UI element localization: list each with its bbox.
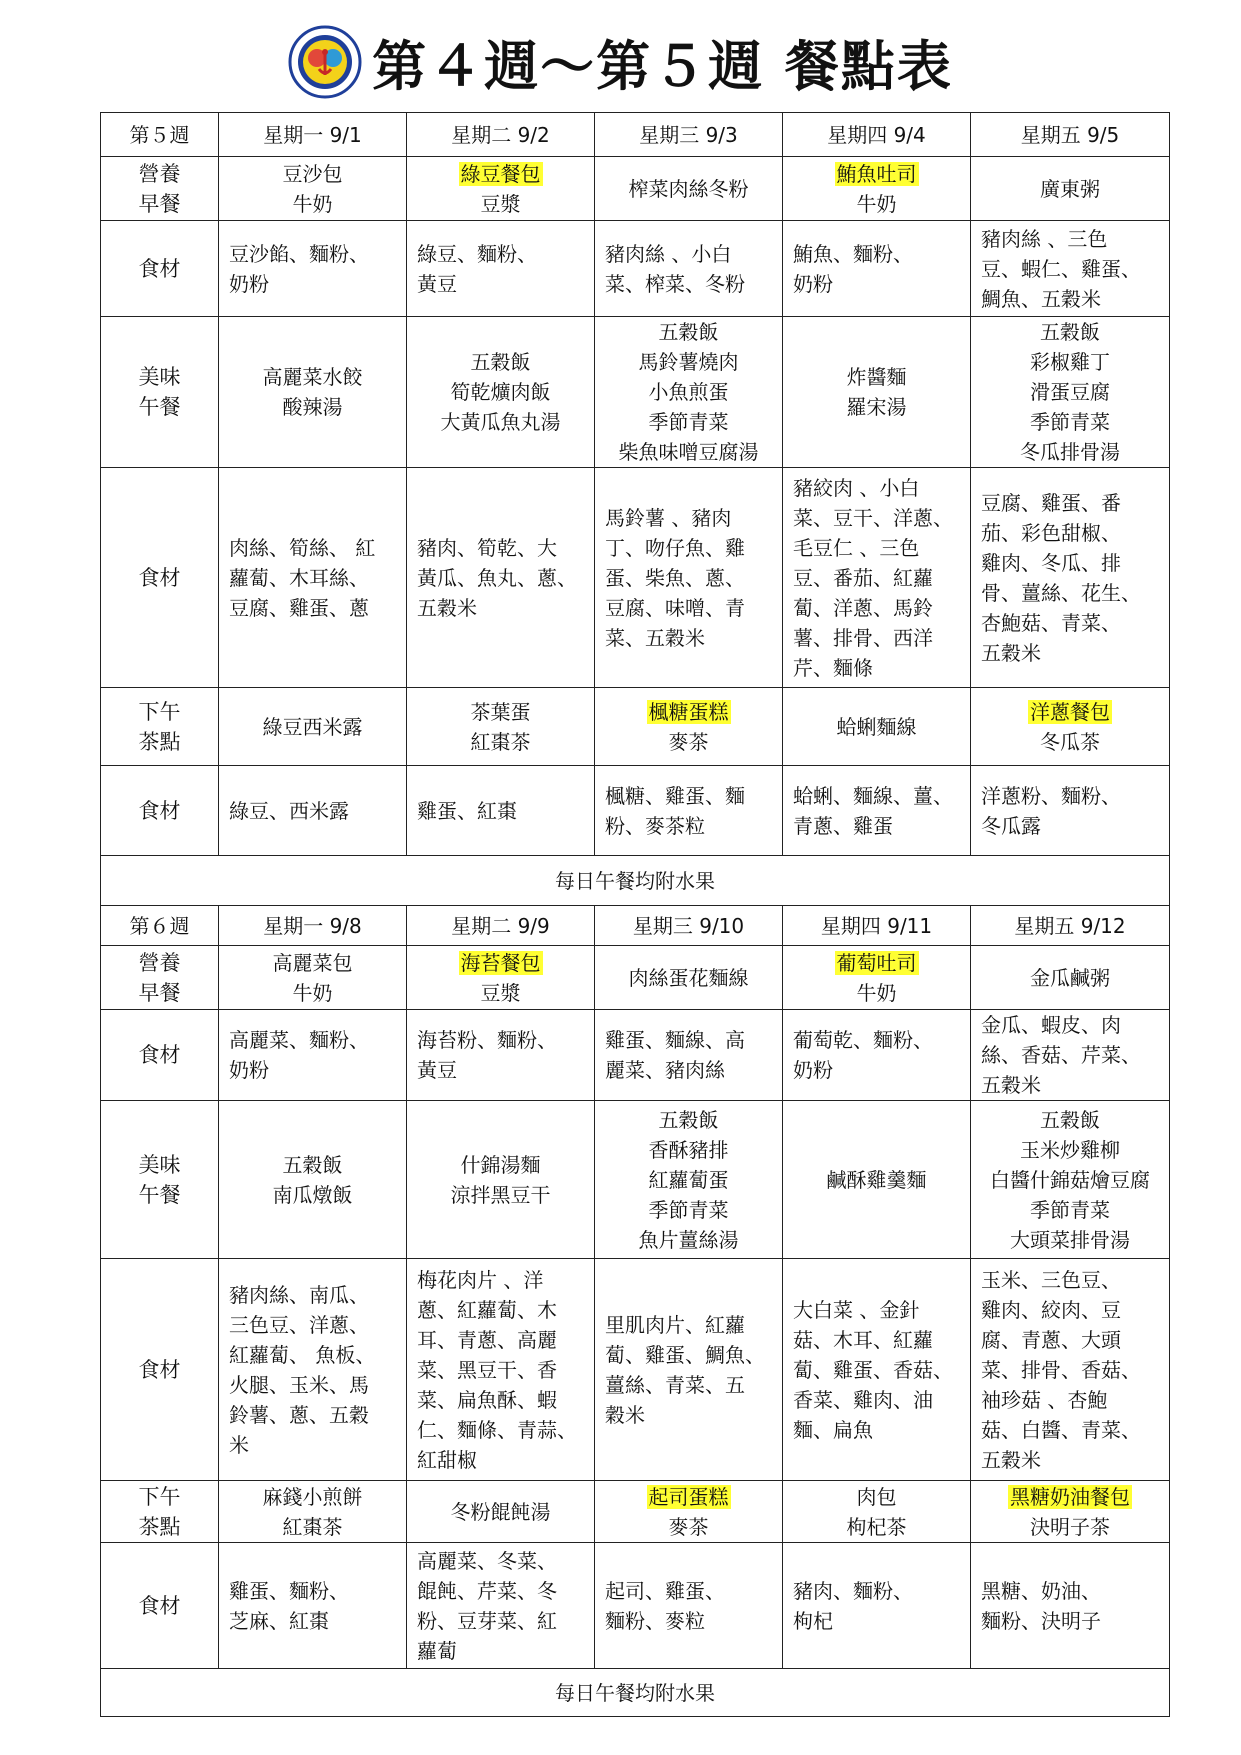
ingredient-line: 豬肉絲 、三色: [981, 226, 1108, 251]
row-label-line: 下午: [138, 1484, 181, 1509]
dish-item: 麻錢小煎餅: [262, 1484, 363, 1509]
ingredient-line: 綠豆、麵粉、: [417, 241, 537, 266]
ingredient-line: 豬肉絲、南瓜、: [229, 1282, 369, 1307]
page-header: [0, 18, 1241, 106]
snack-label: [101, 1481, 219, 1543]
ingredient-line: 馬鈴薯 、豬肉: [605, 505, 732, 530]
ingredient-line: 奶粉: [793, 1058, 833, 1082]
row-label-line: 食材: [138, 565, 181, 590]
dish-item: [599, 1482, 778, 1512]
ingredient-line: 五穀米: [417, 595, 477, 620]
ingredient-line: 綠豆、西米露: [229, 798, 349, 823]
dish-item: 季節青菜: [1030, 1197, 1110, 1222]
school-logo: [288, 25, 362, 99]
table-row: [101, 1259, 1170, 1481]
lunch-cell: [219, 1101, 407, 1259]
lunch-cell: [407, 1101, 595, 1259]
dish-item: [787, 948, 966, 978]
snack-ingredients-cell: [971, 766, 1170, 856]
row-label-line: 美味: [138, 365, 181, 389]
breakfast-label: [101, 946, 219, 1010]
ingredients-label: [101, 1543, 219, 1669]
snack-label: [101, 688, 219, 766]
ingredient-line: 肉絲、筍絲、 紅: [229, 535, 376, 560]
row-label-line: 茶點: [138, 1514, 181, 1539]
row-label-line: 午餐: [138, 395, 181, 419]
highlighted-dish: 鮪魚吐司: [836, 161, 917, 186]
lunch-cell: [971, 317, 1170, 468]
ingredient-line: 豆、蝦仁、雞蛋、: [981, 256, 1141, 281]
ingredient-line: 海苔粉、麵粉、: [417, 1028, 557, 1052]
snack-cell: [783, 688, 971, 766]
ingredient-line: 三色豆、洋蔥、: [229, 1312, 369, 1337]
breakfast-ingredients-cell: [971, 221, 1170, 317]
ingredient-line: 蘿蔔: [417, 1638, 457, 1663]
breakfast-cell: [971, 157, 1170, 221]
snack-ingredients-cell: [783, 766, 971, 856]
ingredient-line: 菜、黑豆干、香: [417, 1357, 557, 1382]
ingredient-line: 洋蔥粉、麵粉、: [981, 783, 1121, 808]
row-label-line: 食材: [138, 1357, 181, 1382]
dish-item: 大頭菜排骨湯: [1010, 1227, 1130, 1252]
table-row: [101, 1010, 1170, 1101]
dish-item: [787, 159, 966, 189]
ingredient-line: 蔔、雞蛋、鯛魚、: [605, 1342, 765, 1367]
lunch-ingredients-cell: [971, 468, 1170, 688]
page-title: 第４週～第５週 餐點表: [372, 34, 953, 98]
row-label-line: 下午: [138, 699, 181, 724]
ingredient-line: 高麗菜、麵粉、: [229, 1028, 369, 1052]
ingredient-line: 豬肉、筍乾、大: [417, 535, 557, 560]
ingredient-line: 豆、番茄、紅蘿: [793, 565, 933, 590]
dish-item: 榨菜肉絲冬粉: [628, 176, 749, 201]
ingredient-line: 薑絲、青菜、五: [605, 1372, 745, 1397]
dish-item: 季節青菜: [1030, 410, 1110, 434]
highlighted-dish: 黑糖奶油餐包: [1010, 1484, 1130, 1509]
dish-item: 豆沙包: [282, 161, 343, 186]
row-label-line: 營養: [138, 161, 181, 186]
dish-item: 酸辣湯: [282, 395, 343, 419]
ingredients-label: [101, 1259, 219, 1481]
snack-cell: [219, 1481, 407, 1543]
ingredient-line: 里肌肉片、紅蘿: [605, 1312, 745, 1337]
ingredient-line: 薯、排骨、西洋: [793, 625, 933, 650]
dish-item: 炸醬麵: [846, 365, 907, 389]
highlighted-dish: 起司蛋糕: [648, 1484, 729, 1509]
dish-item: 決明子茶: [1030, 1514, 1110, 1539]
lunch-cell: [971, 1101, 1170, 1259]
dish-item: 滑蛋豆腐: [1030, 380, 1110, 404]
lunch-cell: [407, 317, 595, 468]
ingredient-line: 茄、彩色甜椒、: [981, 520, 1121, 545]
dish-item: [975, 1482, 1165, 1512]
ingredient-line: 餛飩、芹菜、冬: [417, 1578, 557, 1603]
week6-day-header: 星期四 9/11: [783, 906, 971, 946]
ingredient-line: 冬瓜露: [981, 813, 1041, 838]
menu-body: [101, 113, 1170, 1717]
ingredient-line: 奶粉: [229, 1058, 269, 1082]
ingredient-line: 豬肉絲 、小白: [605, 241, 732, 266]
ingredients-label: [101, 1010, 219, 1101]
ingredient-line: 蘿蔔、木耳絲、: [229, 565, 369, 590]
ingredient-line: 蔔、雞蛋、香菇、: [793, 1357, 953, 1382]
dish-item: 紅棗茶: [282, 1514, 343, 1539]
ingredient-line: 豬絞肉 、小白: [793, 475, 920, 500]
row-label-line: 食材: [138, 1043, 181, 1067]
ingredient-line: 粉、豆芽菜、紅: [417, 1608, 557, 1633]
dish-item: 季節青菜: [648, 1197, 729, 1222]
table-row: [101, 1543, 1170, 1669]
ingredient-line: 芹、麵條: [793, 655, 873, 680]
dish-item: 金瓜鹹粥: [1030, 965, 1110, 990]
week5-day-header: 星期五 9/5: [971, 113, 1170, 157]
ingredient-line: 紅甜椒: [417, 1447, 477, 1472]
highlighted-dish: 海苔餐包: [460, 950, 541, 975]
ingredient-line: 麵粉、決明子: [981, 1608, 1101, 1633]
row-label-line: 午餐: [138, 1182, 181, 1207]
dish-item: 五穀飯: [658, 1107, 719, 1132]
breakfast-cell: [595, 157, 783, 221]
snack-ingredients-cell: [783, 1543, 971, 1669]
breakfast-ingredients-cell: [971, 1010, 1170, 1101]
ingredient-line: 菜、扁魚酥、蝦: [417, 1387, 557, 1412]
lunch-cell: [595, 317, 783, 468]
ingredient-line: 杏鮑菇、青菜、: [981, 610, 1121, 635]
ingredient-line: 大白菜 、金針: [793, 1297, 920, 1322]
dish-item: 什錦湯麵: [460, 1152, 541, 1177]
dish-item: 紅棗茶: [470, 729, 531, 754]
ingredient-line: 菜、榨菜、冬粉: [605, 271, 745, 296]
dish-item: 牛奶: [856, 980, 897, 1005]
week6-day-header: 星期三 9/10: [595, 906, 783, 946]
ingredient-line: 金瓜、蝦皮、肉: [981, 1013, 1121, 1037]
snack-cell: [595, 688, 783, 766]
ingredient-line: 楓糖、雞蛋、麵: [605, 783, 745, 808]
ingredient-line: 雞蛋、紅棗: [417, 798, 517, 823]
snack-ingredients-cell: [407, 1543, 595, 1669]
ingredient-line: 雞肉、絞肉、豆: [981, 1297, 1121, 1322]
dish-item: 白醬什錦菇燴豆腐: [990, 1167, 1150, 1192]
dish-item: 五穀飯: [1040, 1107, 1100, 1132]
ingredient-line: 黃豆: [417, 1058, 457, 1082]
lunch-ingredients-cell: [783, 1259, 971, 1481]
ingredient-line: 豆沙餡、麵粉、: [229, 241, 369, 266]
row-label-line: 食材: [138, 1593, 181, 1618]
dish-item: [975, 697, 1165, 727]
ingredient-line: 豆腐、雞蛋、蔥: [229, 595, 369, 620]
dish-item: 牛奶: [856, 191, 897, 216]
snack-ingredients-cell: [219, 766, 407, 856]
breakfast-cell: [971, 946, 1170, 1010]
lunch-label: [101, 1101, 219, 1259]
week6-day-header: 星期二 9/9: [407, 906, 595, 946]
dish-item: 南瓜燉飯: [272, 1182, 353, 1207]
dish-item: [599, 697, 778, 727]
dish-item: 五穀飯: [658, 320, 719, 344]
ingredient-line: 米: [229, 1432, 249, 1457]
ingredient-line: 雞肉、冬瓜、排: [981, 550, 1121, 575]
ingredient-line: 起司、雞蛋、: [605, 1578, 725, 1603]
row-label-line: 食材: [138, 256, 181, 281]
ingredient-line: 麵、扁魚: [793, 1417, 873, 1442]
table-row: [101, 468, 1170, 688]
dish-item: 高麗菜包: [272, 950, 353, 975]
table-row: [101, 946, 1170, 1010]
snack-cell: [971, 1481, 1170, 1543]
dish-item: 綠豆西米露: [262, 714, 363, 739]
ingredient-line: 袖珍菇 、杏鮑: [981, 1387, 1108, 1412]
dish-item: 茶葉蛋: [470, 699, 531, 724]
week5-week-label: 第５週: [101, 113, 219, 157]
breakfast-ingredients-cell: [595, 221, 783, 317]
ingredients-label: [101, 221, 219, 317]
table-row: [101, 1669, 1170, 1717]
snack-cell: [595, 1481, 783, 1543]
row-label-line: 茶點: [138, 729, 181, 754]
ingredient-line: 五穀米: [981, 640, 1041, 665]
ingredient-line: 奶粉: [229, 271, 269, 296]
week6-week-label: 第６週: [101, 906, 219, 946]
ingredient-line: 菇、木耳、紅蘿: [793, 1327, 933, 1352]
breakfast-cell: [783, 946, 971, 1010]
ingredient-line: 五穀米: [981, 1073, 1041, 1097]
dish-item: 季節青菜: [648, 410, 729, 434]
ingredient-line: 蛋、柴魚、蔥、: [605, 565, 745, 590]
ingredient-line: 菜、五穀米: [605, 625, 705, 650]
highlighted-dish: 綠豆餐包: [460, 161, 541, 186]
lunch-cell: [595, 1101, 783, 1259]
ingredient-line: 青蔥、雞蛋: [793, 813, 893, 838]
row-label-line: 美味: [138, 1152, 181, 1177]
ingredient-line: 菜、排骨、香菇、: [981, 1357, 1141, 1382]
breakfast-ingredients-cell: [407, 221, 595, 317]
snack-ingredients-cell: [595, 766, 783, 856]
snack-cell: [407, 688, 595, 766]
ingredient-line: 紅蘿蔔、 魚板、: [229, 1342, 376, 1367]
ingredient-line: 仁、麵條、青蒜、: [417, 1417, 577, 1442]
snack-cell: [407, 1481, 595, 1543]
menu-table: [100, 112, 1170, 1717]
dish-item: 蛤蜊麵線: [836, 714, 917, 739]
ingredient-line: 五穀米: [981, 1447, 1041, 1472]
ingredient-line: 蔔、洋蔥、馬鈴: [793, 595, 933, 620]
ingredient-line: 菜、豆干、洋蔥、: [793, 505, 953, 530]
ingredient-line: 麵粉、麥粒: [605, 1608, 705, 1633]
breakfast-cell: [783, 157, 971, 221]
lunch-ingredients-cell: [407, 1259, 595, 1481]
ingredient-line: 絲、香菇、芹菜、: [981, 1043, 1141, 1067]
dish-item: 紅蘿蔔蛋: [648, 1167, 729, 1192]
dish-item: 廣東粥: [1040, 176, 1100, 201]
ingredient-line: 腐、青蔥、大頭: [981, 1327, 1121, 1352]
ingredient-line: 蔥、紅蘿蔔、木: [417, 1297, 557, 1322]
ingredient-line: 鮪魚、麵粉、: [793, 241, 913, 266]
ingredient-line: 豆腐、雞蛋、番: [981, 490, 1121, 515]
dish-item: 五穀飯: [282, 1152, 343, 1177]
dish-item: 高麗菜水餃: [262, 365, 363, 389]
breakfast-label: [101, 157, 219, 221]
dish-item: [411, 948, 590, 978]
ingredient-line: 丁、吻仔魚、雞: [605, 535, 745, 560]
ingredient-line: 蛤蜊、麵線、薑、: [793, 783, 953, 808]
snack-cell: [783, 1481, 971, 1543]
snack-ingredients-cell: [219, 1543, 407, 1669]
ingredient-line: 火腿、玉米、馬: [229, 1372, 369, 1397]
dish-item: 筍乾爌肉飯: [450, 380, 551, 404]
breakfast-ingredients-cell: [783, 221, 971, 317]
ingredient-line: 麗菜、豬肉絲: [605, 1058, 725, 1082]
breakfast-cell: [595, 946, 783, 1010]
breakfast-ingredients-cell: [783, 1010, 971, 1101]
week6-day-header: 星期一 9/8: [219, 906, 407, 946]
ingredient-line: 穀米: [605, 1402, 645, 1427]
ingredient-line: 耳、青蔥、高麗: [417, 1327, 557, 1352]
ingredients-label: [101, 766, 219, 856]
lunch-ingredients-cell: [971, 1259, 1170, 1481]
highlighted-dish: 楓糖蛋糕: [648, 699, 729, 724]
week5-day-header: 星期二 9/2: [407, 113, 595, 157]
ingredient-line: 豬肉、麵粉、: [793, 1578, 913, 1603]
fruit-note: 每日午餐均附水果: [101, 856, 1170, 906]
ingredient-line: 高麗菜、冬菜、: [417, 1548, 557, 1573]
dish-item: 牛奶: [292, 980, 333, 1005]
breakfast-ingredients-cell: [595, 1010, 783, 1101]
table-row: [101, 856, 1170, 906]
snack-cell: [219, 688, 407, 766]
ingredient-line: 葡萄乾、麵粉、: [793, 1028, 933, 1052]
dish-item: 枸杞茶: [846, 1514, 907, 1539]
week5-day-header: 星期四 9/4: [783, 113, 971, 157]
dish-item: 豆漿: [480, 980, 521, 1005]
dish-item: 小魚煎蛋: [648, 380, 729, 404]
table-row: [101, 766, 1170, 856]
fruit-note: 每日午餐均附水果: [101, 1669, 1170, 1717]
lunch-ingredients-cell: [219, 1259, 407, 1481]
dish-item: 五穀飯: [1040, 320, 1100, 344]
table-row: [101, 906, 1170, 946]
row-label-line: 早餐: [138, 191, 181, 216]
dish-item: 魚片薑絲湯: [638, 1227, 739, 1252]
table-row: [101, 157, 1170, 221]
ingredient-line: 黃豆: [417, 271, 457, 296]
table-row: [101, 1101, 1170, 1259]
snack-ingredients-cell: [407, 766, 595, 856]
ingredients-label: [101, 468, 219, 688]
week6-day-header: 星期五 9/12: [971, 906, 1170, 946]
breakfast-cell: [407, 946, 595, 1010]
lunch-cell: [783, 317, 971, 468]
dish-item: 冬粉餛飩湯: [450, 1499, 551, 1524]
ingredient-line: 豆腐、味噌、青: [605, 595, 745, 620]
lunch-ingredients-cell: [595, 1259, 783, 1481]
dish-item: 羅宋湯: [846, 395, 907, 419]
table-row: [101, 317, 1170, 468]
dish-item: [411, 159, 590, 189]
dish-item: 麥茶: [668, 729, 709, 754]
breakfast-cell: [219, 946, 407, 1010]
breakfast-ingredients-cell: [407, 1010, 595, 1101]
dish-item: 大黃瓜魚丸湯: [440, 410, 561, 434]
breakfast-cell: [407, 157, 595, 221]
lunch-ingredients-cell: [595, 468, 783, 688]
dish-item: 冬瓜茶: [1040, 729, 1100, 754]
ingredient-line: 雞蛋、麵線、高: [605, 1028, 745, 1052]
snack-ingredients-cell: [595, 1543, 783, 1669]
dish-item: 柴魚味噌豆腐湯: [618, 440, 759, 464]
breakfast-ingredients-cell: [219, 221, 407, 317]
ingredient-line: 鯛魚、五穀米: [981, 286, 1101, 311]
dish-item: 五穀飯: [470, 350, 531, 374]
table-row: [101, 113, 1170, 157]
ingredient-line: 骨、薑絲、花生、: [981, 580, 1141, 605]
snack-cell: [971, 688, 1170, 766]
dish-item: 肉絲蛋花麵線: [628, 965, 749, 990]
dish-item: 肉包: [856, 1484, 897, 1509]
dish-item: 涼拌黑豆干: [450, 1182, 551, 1207]
row-label-line: 營養: [138, 950, 181, 975]
breakfast-cell: [219, 157, 407, 221]
lunch-ingredients-cell: [407, 468, 595, 688]
dish-item: 馬鈴薯燒肉: [638, 350, 739, 374]
breakfast-ingredients-cell: [219, 1010, 407, 1101]
highlighted-dish: 葡萄吐司: [836, 950, 917, 975]
lunch-ingredients-cell: [219, 468, 407, 688]
week5-day-header: 星期三 9/3: [595, 113, 783, 157]
dish-item: 香酥豬排: [648, 1137, 729, 1162]
row-label-line: 食材: [138, 798, 181, 823]
row-label-line: 早餐: [138, 980, 181, 1005]
dish-item: 牛奶: [292, 191, 333, 216]
ingredient-line: 黃瓜、魚丸、蔥、: [417, 565, 577, 590]
lunch-cell: [219, 317, 407, 468]
ingredient-line: 黑糖、奶油、: [981, 1578, 1101, 1603]
table-row: [101, 1481, 1170, 1543]
table-row: [101, 688, 1170, 766]
dish-item: 玉米炒雞柳: [1020, 1137, 1120, 1162]
table-row: [101, 221, 1170, 317]
lunch-ingredients-cell: [783, 468, 971, 688]
ingredient-line: 粉、麥茶粒: [605, 813, 705, 838]
dish-item: 彩椒雞丁: [1030, 350, 1110, 374]
dish-item: 麥茶: [668, 1514, 709, 1539]
ingredient-line: 毛豆仁 、三色: [793, 535, 920, 560]
week5-day-header: 星期一 9/1: [219, 113, 407, 157]
ingredient-line: 玉米、三色豆、: [981, 1267, 1121, 1292]
dish-item: 冬瓜排骨湯: [1020, 440, 1120, 464]
ingredient-line: 雞蛋、麵粉、: [229, 1578, 349, 1603]
lunch-cell: [783, 1101, 971, 1259]
ingredient-line: 奶粉: [793, 271, 833, 296]
ingredient-line: 枸杞: [793, 1608, 833, 1633]
ingredient-line: 鈴薯、蔥、五穀: [229, 1402, 369, 1427]
dish-item: 鹹酥雞羹麵: [826, 1167, 927, 1192]
dish-item: 豆漿: [480, 191, 521, 216]
snack-ingredients-cell: [971, 1543, 1170, 1669]
lunch-label: [101, 317, 219, 468]
ingredient-line: 芝麻、紅棗: [229, 1608, 329, 1633]
highlighted-dish: 洋蔥餐包: [1030, 699, 1110, 724]
ingredient-line: 香菜、雞肉、油: [793, 1387, 933, 1412]
ingredient-line: 菇、白醬、青菜、: [981, 1417, 1141, 1442]
ingredient-line: 梅花肉片 、洋: [417, 1267, 544, 1292]
